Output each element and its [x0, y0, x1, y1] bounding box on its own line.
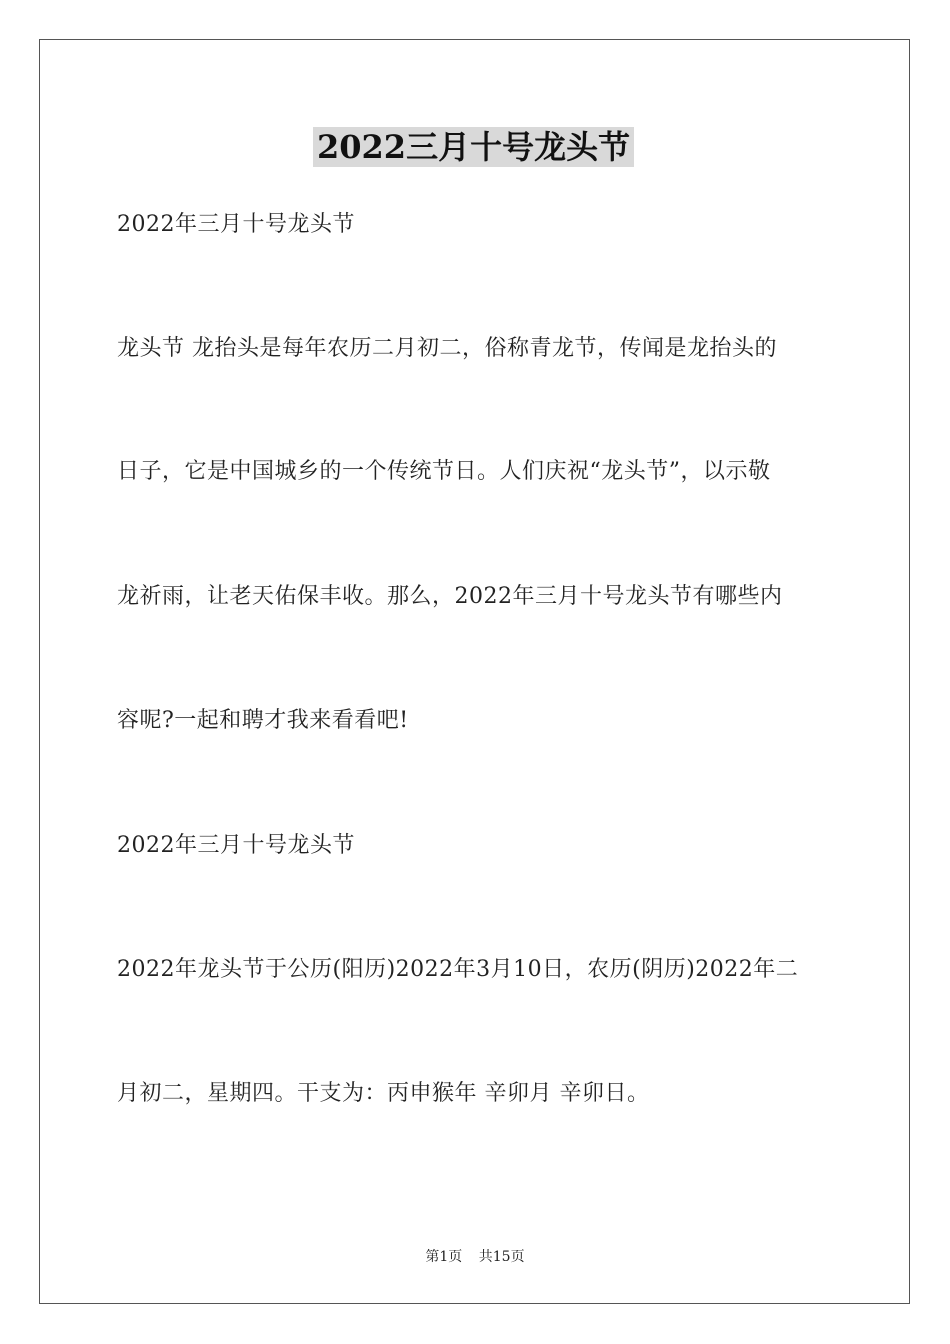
paragraph-line: 龙头节 龙抬头是每年农历二月初二，俗称青龙节，传闻是龙抬头的 — [117, 336, 777, 361]
page-footer — [0, 1246, 950, 1266]
paragraph-line: 2022年三月十号龙头节 — [117, 212, 355, 237]
document-title: 2022三月十号龙头节 — [313, 127, 634, 167]
paragraph-line: 2022年龙头节于公历(阳历)2022年3月10日，农历(阴历)2022年二 — [117, 957, 799, 982]
paragraph-line: 月初二，星期四。干支为：丙申猴年 辛卯月 辛卯日。 — [117, 1081, 650, 1106]
paragraph-line: 2022年三月十号龙头节 — [117, 833, 355, 858]
page-total: 共15页 — [478, 1249, 525, 1265]
paragraph-line: 日子，它是中国城乡的一个传统节日。人们庆祝“龙头节”，以示敬 — [117, 459, 771, 484]
paragraph-line: 龙祈雨，让老天佑保丰收。那么，2022年三月十号龙头节有哪些内 — [117, 584, 783, 609]
paragraph-line: 容呢?一起和聘才我来看看吧! — [117, 708, 409, 733]
page-number: 第1页 — [425, 1249, 463, 1265]
